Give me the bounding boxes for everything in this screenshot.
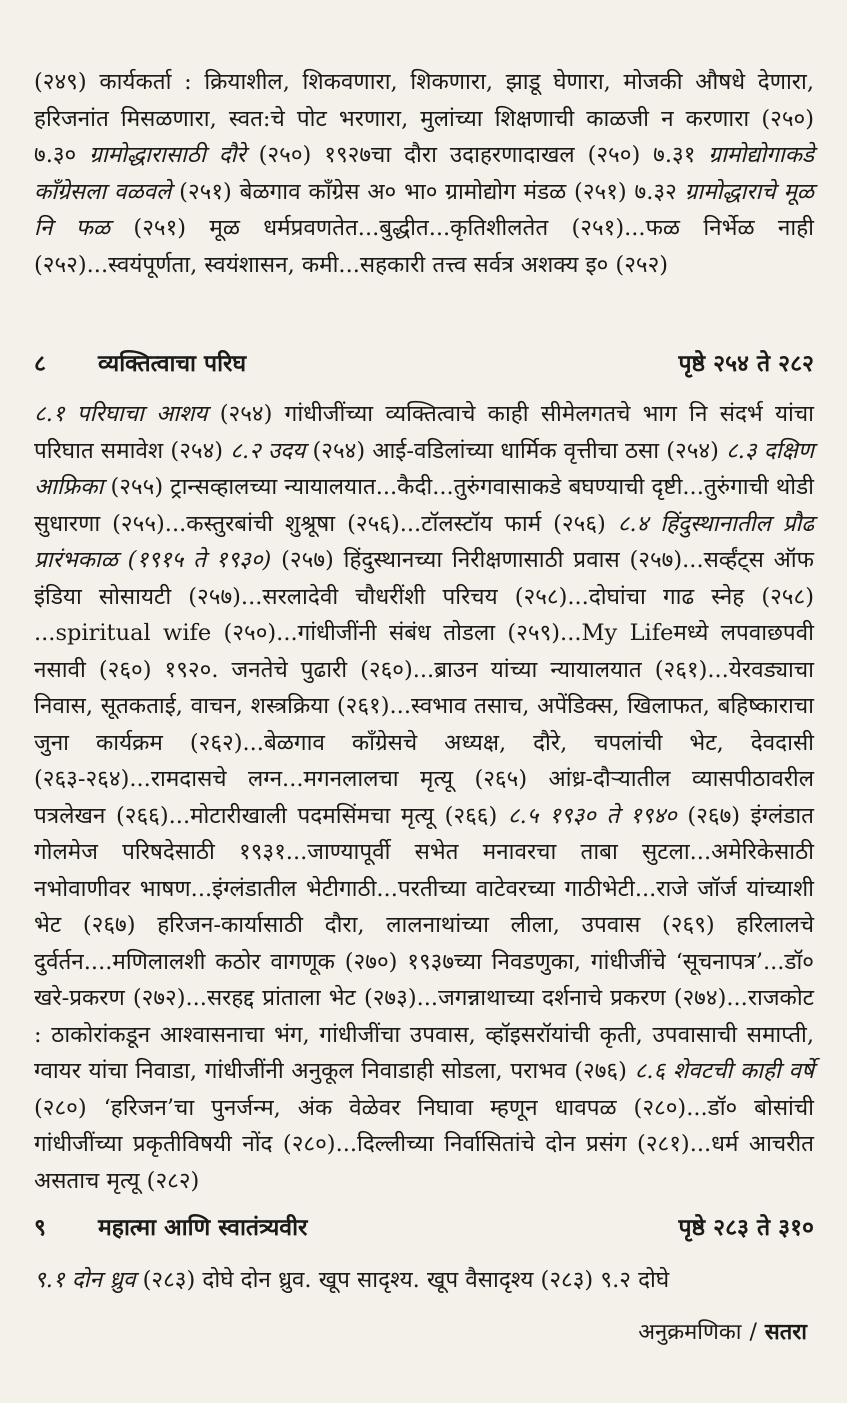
footer-separator: /: [749, 1320, 757, 1345]
subsection-title: ८.३ दक्षिण आफ्रिका: [34, 437, 814, 500]
subsection-title: ९.१ दोन ध्रुव: [34, 1267, 136, 1293]
entry-text: (२५०) १९२७चा दौरा उदाहरणादाखल (२५०) ७.३१: [245, 142, 709, 168]
chapter-title: व्यक्तित्वाचा परिघ: [98, 351, 247, 377]
page-number: सतरा: [764, 1320, 807, 1345]
subsection-title: ८.४ हिंदुस्थानातील प्रौढ प्रारंभकाळ (१९१५ ते १९३०): [34, 510, 814, 573]
chapter-number: ९: [34, 1215, 46, 1241]
entry-text: (२८३) दोघे दोन ध्रुव. खूप सादृश्य. खूप वैसादृश्य (२८३) ९.२ दोघे: [135, 1267, 670, 1293]
subsection-title: ग्रामोद्धारासाठी दौरे: [89, 142, 246, 168]
chapter-number: ८: [34, 351, 46, 377]
subsection-title: ८.५ १९३० ते १९४०: [507, 802, 677, 829]
entry-text: (२४९) कार्यकर्ता : क्रियाशील, शिकवणारा, शिकणारा, झाडू घेणारा, मोजकी औषधे देणारा, हरिजनांत मिसळणारा, स्वत:चे पोट भरणारा, मुलांच्या शिक्षणाची काळजी न करणारा (२५०) ७.३०: [34, 69, 814, 168]
chapter-heading-8: [34, 346, 814, 386]
index-paragraph-8: [34, 396, 814, 1199]
entry-text: (२५५) ट्रान्सव्हालच्या न्यायालयात...कैदी...तुरुंगवासाकडे बघण्याची दृष्टी...तुरुंगाची थोडी सुधारणा (२५५)...कस्तुरबांची शुश्रूषा (२५६)...टॉलस्टॉय फार्म (२५६): [34, 474, 814, 537]
subsection-title: ग्रामोद्योगाकडे काँग्रेसला वळवले: [34, 142, 815, 205]
index-paragraph-7: [34, 64, 814, 283]
entry-text: (२८०) ‘हरिजन’चा पुनर्जन्म, अंक वेळेवर निघावा म्हणून धावपळ (२८०)...डॉ० बोसांची गांधीजींच्या प्रकृतीविषयी नोंद (२८०)...दिल्लीच्या निर्वासितांचे दोन प्रसंग (२८१)...धर्म आचरीत असताच मृत्यू (२८२): [34, 1094, 814, 1194]
entry-text: (२५४) आई-वडिलांच्या धार्मिक वृत्तीचा ठसा (२५४): [305, 437, 727, 464]
page-footer: [638, 1316, 807, 1346]
chapter-heading-9: [34, 1210, 814, 1250]
subsection-title: ८.१ परिघाचा आशय: [34, 401, 208, 427]
footer-label: अनुक्रमणिका: [638, 1320, 742, 1345]
entry-text: (२५७) हिंदुस्थानच्या निरीक्षणासाठी प्रवास (२५७)...सर्व्हंट्स ऑफ इंडिया सोसायटी (२५७)...सरलादेवी चौधरींशी परिचय (२५८)...दोघांचा गाढ स्नेह (२५८) ...spiritual wife (२५०)...गांधीजींनी संबंध तोडला (२५९)...My Lifeमध्ये लपवाछपवी नसावी (२६०) १९२०. जनतेचे पुढारी (२६०)...ब्राउन यांच्या न्यायालयात (२६१)...येरवड्याचा निवास, सूतकताई, वाचन, शस्त्रक्रिया (२६१)...स्वभाव तसाच, अपेंडिक्स, खिलाफत, बहिष्काराचा जुना कार्यक्रम (२६२)...बेळगाव काँग्रेसचे अध्यक्ष, दौरे, चपलांची भेट, देवदासी (२६३-२६४)...रामदासचे लग्न...मगनलालचा मृत्यू (२६५) आंध्र-दौऱ्यातील व्यासपीठावरील पत्रलेखन (२६६)...मोटारीखाली पदमसिंमचा मृत्यू (२६६): [34, 547, 815, 829]
chapter-title: महात्मा आणि स्वातंत्र्यवीर: [98, 1215, 308, 1241]
subsection-title: ग्रामोद्धाराचे मूळ नि फळ: [34, 178, 815, 241]
entry-text: (२६७) इंग्लंडात गोलमेज परिषदेसाठी १९३१...जाण्यापूर्वी सभेत मनावरचा ताबा सुटला...अमेरिकेसाठी नभोवाणीवर भाषण...इंग्लंडातील भेटीगाठी...परतीच्या वाटेवरच्या गाठीभेटी...राजे जॉर्ज यांच्याशी भेट (२६७) हरिजन-कार्यासाठी दौरा, लालनाथांच्या लीला, उपवास (२६९) हरिलालचे दुर्वर्तन....मणिलालशी कठोर वागणूक (२७०) १९३७च्या निवडणुका, गांधीजींचे ‘सूचनापत्र’...डॉ० खरे-प्रकरण (२७२)...सरहद्द प्रांताला भेट (२७३)...जगन्नाथाच्या दर्शनाचे प्रकरण (२७४)...राजकोट : ठाकोरांकडून आश्वासनाचा भंग, गांधीजींचा उपवास, व्हॉइसरॉयांची कृती, उपवासाची समाप्ती, ग्वायर यांचा निवाडा, गांधीजींनी अनुकूल निवाडाही सोडला, पराभव (२७६): [34, 802, 814, 1084]
chapter-page-range: पृष्ठे २५४ ते २८२: [678, 351, 814, 377]
chapter-page-range: पृष्ठे २८३ ते ३१०: [678, 1215, 814, 1241]
entry-text: (२५१) बेळगाव काँग्रेस अ० भा० ग्रामोद्योग मंडळ (२५१) ७.३२: [171, 178, 685, 205]
subsection-title: ८.२ उदय: [230, 437, 306, 464]
subsection-title: ८.६ शेवटची काही वर्षे: [634, 1058, 814, 1084]
index-paragraph-9: [34, 1262, 814, 1299]
entry-text: (२५१) मूळ धर्मप्रवणतेत...बुद्धीत...कृतिशीलतेत (२५१)...फळ निर्भेळ नाही (२५२)...स्वयंपूर्णता, स्वयंशासन, कमी...सहकारी तत्त्व सर्वत्र अशक्य इ० (२५२): [34, 215, 814, 278]
entry-text: (२५४) गांधीजींच्या व्यक्तित्वाचे काही सीमेलगतचे भाग नि संदर्भ यांचा परिघात समावेश (२५४): [34, 401, 814, 464]
